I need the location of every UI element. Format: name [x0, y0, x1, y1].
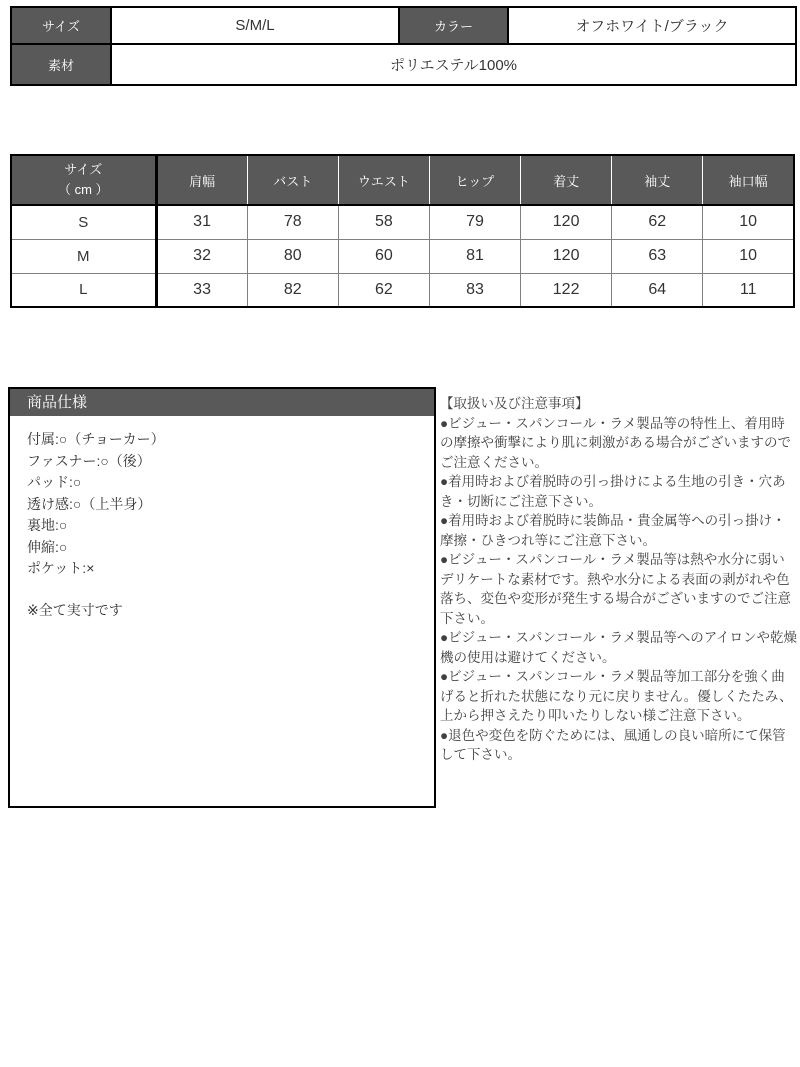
table-row [11, 44, 796, 85]
row-label-s: S [11, 205, 156, 239]
care-note-item: ●退色や変色を防ぐためには、風通しの良い暗所にて保管して下さい。 [440, 727, 786, 762]
cell: 10 [703, 205, 794, 239]
cell: 62 [338, 273, 429, 307]
col-header-waist: ウエスト [338, 155, 429, 205]
spec-line-pad: パッド:○ [27, 474, 82, 490]
spec-line-sheerness: 透け感:○（上半身） [27, 495, 152, 512]
cell: 78 [247, 205, 338, 239]
col-header-length: 着丈 [521, 155, 612, 205]
material-header-cell: 素材 [11, 44, 111, 85]
cell: 81 [429, 239, 520, 273]
care-note-item: ●ビジュー・スパンコール・ラメ製品等の特性上、着用時の摩擦や衝撃により肌に刺激がある場合がございますのでご注意ください。 [440, 415, 791, 470]
care-note-item: ●着用時および着脱時に装飾品・貴金属等への引っ掛け・摩擦・ひきつれ等にご注意下さい。 [440, 513, 786, 548]
measurements-table [10, 154, 795, 308]
product-spec-body [10, 416, 434, 621]
material-value-cell: ポリエステル100% [111, 44, 796, 85]
care-note-item: ●ビジュー・スパンコール・ラメ製品等は熱や水分に弱いデリケートな素材です。熱や水分による表面の剥がれや色落ち、変色や変形が発生する場合がございますのでご注意下さい。 [440, 552, 791, 626]
cell: 120 [521, 205, 612, 239]
cell: 79 [429, 205, 520, 239]
table-header-row [11, 155, 794, 205]
spec-line-accessory: 付属:○（チョーカー） [27, 431, 165, 447]
cell: 32 [156, 239, 247, 273]
cell: 62 [612, 205, 703, 239]
spec-line-lining: 裏地:○ [27, 517, 68, 533]
cell: 64 [612, 273, 703, 307]
col-header-cuff: 袖口幅 [703, 155, 794, 205]
row-label-l: L [11, 273, 156, 307]
size-cm-corner-cell [11, 155, 156, 205]
care-notes [440, 394, 797, 765]
product-spec-title: 商品仕様 [10, 389, 434, 416]
table-row [11, 239, 794, 273]
cell: 63 [612, 239, 703, 273]
table-row [11, 7, 796, 44]
color-value-cell: オフホワイト/ブラック [508, 7, 796, 44]
product-info-table [10, 6, 797, 86]
cell: 31 [156, 205, 247, 239]
cell: 58 [338, 205, 429, 239]
cell: 10 [703, 239, 794, 273]
table-row [11, 205, 794, 239]
row-label-m: M [11, 239, 156, 273]
color-header-cell: カラー [399, 7, 508, 44]
cell: 33 [156, 273, 247, 307]
spec-line-pocket: ポケット:× [27, 560, 95, 576]
cell: 80 [247, 239, 338, 273]
cell: 60 [338, 239, 429, 273]
care-note-item: ●ビジュー・スパンコール・ラメ製品等へのアイロンや乾燥機の使用は避けてください。 [440, 630, 797, 665]
table-row [11, 273, 794, 307]
col-header-shoulder: 肩幅 [156, 155, 247, 205]
care-notes-title: 【取扱い及び注意事項】 [440, 396, 589, 411]
care-note-item: ●ビジュー・スパンコール・ラメ製品等加工部分を強く曲げると折れた状態になり元に戻りません。優しくたたみ、上から押さえたり叩いたりしない様ご注意下さい。 [440, 669, 793, 723]
spec-line-stretch: 伸縮:○ [27, 538, 68, 555]
spec-line-fastener: ファスナー:○（後） [27, 452, 151, 469]
col-header-hip: ヒップ [429, 155, 520, 205]
cell: 11 [703, 273, 794, 307]
cell: 82 [247, 273, 338, 307]
product-spec-box [8, 387, 436, 808]
cell: 120 [521, 239, 612, 273]
care-note-item: ●着用時および着脱時の引っ掛けによる生地の引き・穴あき・切断にご注意下さい。 [440, 474, 786, 509]
spec-actual-size-note: ※全て実寸です [27, 601, 123, 618]
size-header-cell: サイズ [11, 7, 111, 44]
corner-line-2: （ cm ） [57, 182, 109, 197]
size-value-cell: S/M/L [111, 7, 399, 44]
cell: 122 [521, 273, 612, 307]
col-header-sleeve: 袖丈 [612, 155, 703, 205]
corner-line-1: サイズ [64, 162, 103, 177]
cell: 83 [429, 273, 520, 307]
col-header-bust: バスト [247, 155, 338, 205]
